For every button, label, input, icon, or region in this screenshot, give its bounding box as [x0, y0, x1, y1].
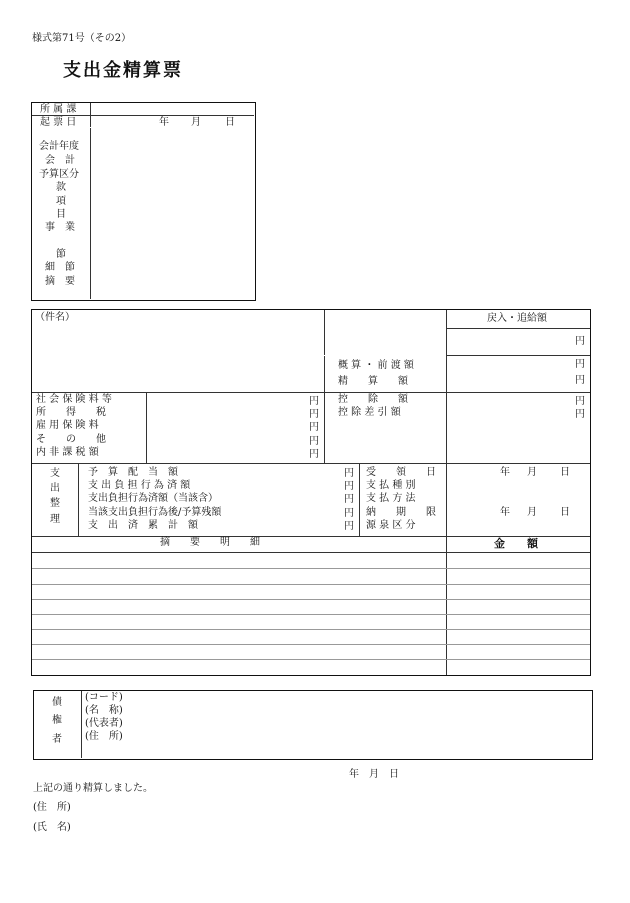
yen-b2: 円 — [344, 481, 354, 492]
label-saisetsu: 細 節 — [45, 262, 75, 273]
label-yosan-kubun: 予算区分 — [39, 169, 79, 180]
payment-juryobi: 受 領 日 — [366, 467, 436, 478]
nouki-day: 日 — [560, 507, 570, 518]
shishutsu-char-4: 理 — [50, 514, 60, 525]
label-kihyobi: 起 票 日 — [40, 117, 77, 128]
juryobi-month: 月 — [527, 467, 537, 478]
deduction-shotokuzei: 所 得 税 — [36, 407, 106, 418]
creditor-char-3: 者 — [52, 734, 62, 745]
footer-statement: 上記の通り精算しました。 — [33, 783, 153, 794]
payment-gensen: 源 泉 区 分 — [366, 520, 416, 531]
payment-hoho: 支 払 方 法 — [366, 493, 416, 504]
kojo-label: 控 除 額 — [338, 394, 408, 405]
label-kaikei-nendo: 会計年度 — [39, 141, 79, 152]
footer-address-label: (住 所) — [33, 802, 71, 813]
budget-zangaku: 当該支出負担行為後/予算残額 — [88, 507, 222, 518]
deduction-koyo-hoken: 雇 用 保 険 料 — [36, 420, 99, 431]
creditor-name: (名 称) — [85, 705, 123, 716]
yen-seisan: 円 — [575, 375, 585, 386]
creditor-representative: (代表者) — [85, 718, 123, 729]
seisan-label: 精 算 額 — [338, 376, 408, 387]
date-day: 日 — [225, 117, 235, 128]
yen-kojo: 円 — [575, 396, 585, 407]
yen-b5: 円 — [344, 521, 354, 532]
shishutsu-char-2: 出 — [50, 483, 60, 494]
shishutsu-char-3: 整 — [50, 498, 60, 509]
refund-header: 戻入・追給額 — [487, 313, 547, 324]
yen-kojo-sashihiki: 円 — [575, 409, 585, 420]
deduction-hikazei: 内 非 課 税 額 — [36, 447, 99, 458]
nouki-year: 年 — [500, 507, 510, 518]
label-ko: 項 — [56, 196, 66, 207]
yen-ded-5: 円 — [309, 449, 319, 460]
label-jigyo: 事 業 — [45, 222, 75, 233]
yen-ded-3: 円 — [309, 422, 319, 433]
yen-ded-4: 円 — [309, 436, 319, 447]
budget-futan-zumi: 支 出 負 担 行 為 済 額 — [88, 480, 191, 491]
label-setsu: 節 — [56, 249, 66, 260]
label-kaikei: 会 計 — [45, 155, 75, 166]
creditor-char-1: 債 — [52, 697, 62, 708]
yen-gaisan: 円 — [575, 359, 585, 370]
yen-ded-1: 円 — [309, 396, 319, 407]
yen-ded-2: 円 — [309, 409, 319, 420]
kojo-sashihiki-label: 控 除 差 引 額 — [338, 407, 401, 418]
label-kan: 款 — [56, 182, 66, 193]
label-moku: 目 — [56, 209, 66, 220]
payment-shubetsu: 支 払 種 別 — [366, 480, 416, 491]
budget-haito: 予 算 配 当 額 — [88, 467, 178, 478]
yen-b1: 円 — [344, 468, 354, 479]
page-title: 支出金精算票 — [63, 60, 183, 81]
nouki-month: 月 — [527, 507, 537, 518]
juryobi-year: 年 — [500, 467, 510, 478]
amount-header: 金 額 — [494, 537, 538, 550]
creditor-code: (コード) — [85, 692, 123, 703]
creditor-char-2: 権 — [52, 715, 62, 726]
form-number: 様式第71号（その2） — [32, 33, 132, 44]
yen-b4: 円 — [344, 508, 354, 519]
detail-header: 摘 要 明 細 — [160, 537, 260, 548]
date-year: 年 — [159, 117, 169, 128]
payment-nouki: 納 期 限 — [366, 507, 436, 518]
date-month: 月 — [191, 117, 201, 128]
budget-futan-zumi-gai: 支出負担行為済額（当該含） — [88, 493, 218, 504]
yen-refund: 円 — [575, 336, 585, 347]
shishutsu-char-1: 支 — [50, 468, 60, 479]
kenmei-label: （件名） — [35, 312, 75, 323]
budget-ruikei: 支 出 済 累 計 額 — [88, 520, 198, 531]
creditor-address: (住 所) — [85, 731, 123, 742]
gaisan-label: 概 算 ・ 前 渡 額 — [338, 360, 414, 371]
deduction-shakai-hoken: 社 会 保 険 料 等 — [36, 394, 112, 405]
footer-name-label: (氏 名) — [33, 822, 71, 833]
juryobi-day: 日 — [560, 467, 570, 478]
label-shozoku: 所 属 課 — [40, 104, 77, 115]
label-tekiyo: 摘 要 — [45, 276, 75, 287]
yen-b3: 円 — [344, 494, 354, 505]
footer-date: 年 月 日 — [349, 769, 399, 780]
deduction-sonota: そ の 他 — [36, 434, 106, 445]
